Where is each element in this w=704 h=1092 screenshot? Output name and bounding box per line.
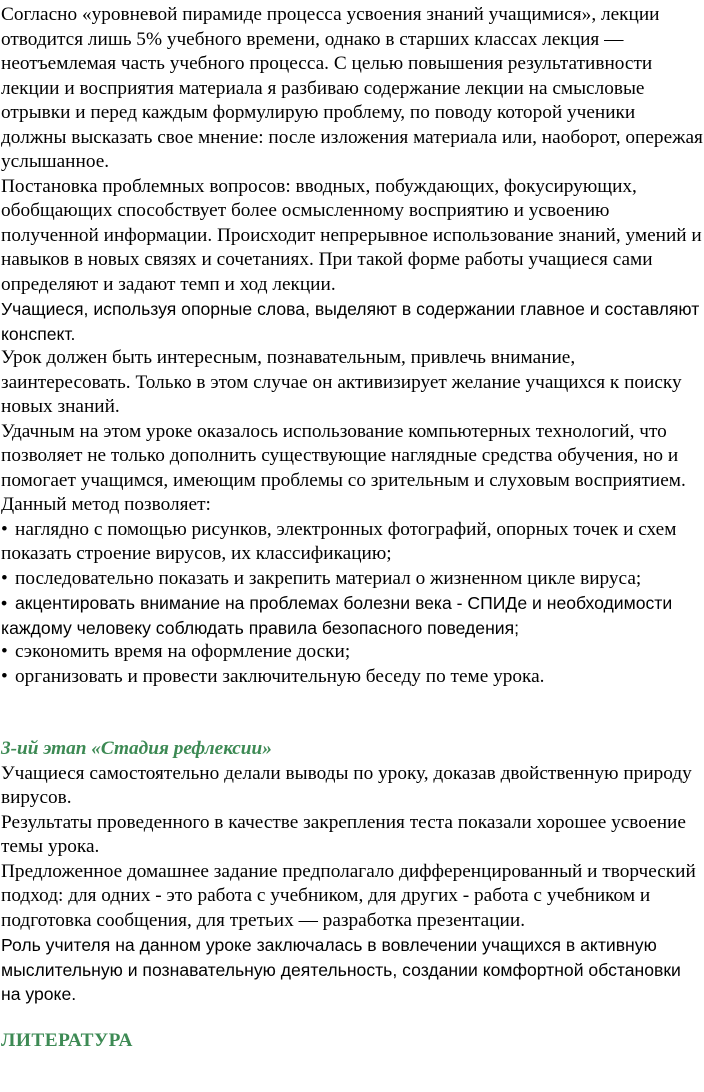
bullet-marker: • (1, 665, 8, 687)
list-item (1, 665, 704, 690)
list-item (1, 567, 704, 592)
body-paragraph: Согласно «уровневой пирамиде процесса усвоения знаний учащимися», лекции отводится лишь 5% учебного времени, однако в старших классах лекция — неотъемлемая часть учебного процесса. С целью повышения результативности лекции и восприятия материала я разбиваю содержание лекции на смысловые отрывки и перед каждым формулирую проблему, по поводу которой ученики должны высказать свое мнение: после изложения материала или, наоборот, опережая услышанное. (1, 4, 703, 172)
literature-heading: ЛИТЕРАТУРА (1, 1029, 133, 1051)
bullet-list (1, 518, 704, 690)
bullet-marker: • (1, 593, 8, 613)
body-paragraph: Урок должен быть интересным, познавательным, привлечь внимание, заинтересовать. Только в этом случае он активизирует желание учащихся к поиску новых знаний. (1, 347, 682, 417)
body-paragraph: Результаты проведенного в качестве закрепления теста показали хорошее усвоение темы урока. (1, 811, 686, 857)
list-item (1, 518, 704, 567)
list-item-text: наглядно с помощью рисунков, электронных фотографий, опорных точек и схем показать строение вирусов, их классификацию; (1, 518, 677, 564)
bullet-marker: • (1, 641, 8, 662)
bullet-marker: • (1, 567, 8, 589)
body-paragraph: Учащиеся самостоятельно делали выводы по уроку, доказав двойственную природу вирусов. (1, 762, 692, 808)
list-item-text: сэкономить время на оформление доски; (15, 641, 351, 662)
body-paragraph: Удачным на этом уроке оказалось использование компьютерных технологий, что позволяет не только дополнить существующие наглядные средства обучения, но и помогает учащимся, имеющим проблемы со зрительным и слуховым восприятием. Данный метод позволяет: (1, 420, 686, 515)
list-item-text: акцентировать внимание на проблемах болезни века - СПИДе и необходимости каждому человеку соблюдать правила безопасного поведения; (1, 593, 673, 638)
body-paragraph: Учащиеся, используя опорные слова, выделяют в содержании главное и составляют конспект. (1, 299, 700, 344)
bullet-marker: • (1, 518, 8, 540)
list-item (1, 591, 704, 640)
section-heading: 3-ий этап «Стадия рефлексии» (1, 738, 272, 759)
body-paragraph: Постановка проблемных вопросов: вводных, побуждающих, фокусирующих, обобщающих способствует более осмысленному восприятию и усвоению полученной информации. Происходит непрерывное использование знаний, умений и навыков в новых связях и сочетаниях. При такой форме работы учащиеся сами определяют и задают темп и ход лекции. (1, 175, 702, 295)
list-item (1, 640, 704, 665)
list-item-text: последовательно показать и закрепить материал о жизненном цикле вируса; (15, 567, 642, 589)
body-paragraph: Роль учителя на данном уроке заключалась в вовлечении учащихся в активную мыслительную и познавательную деятельность, создании комфортной обстановки на уроке. (1, 935, 681, 1004)
list-item-text: организовать и провести заключительную беседу по теме урока. (15, 665, 545, 687)
body-paragraph: Предложенное домашнее задание предполагало дифференцированный и творческий подход: для одних - это работа с учебником, для других - работа с учебником и подготовка сообщения, для третьих — разработка презентации. (1, 860, 696, 931)
